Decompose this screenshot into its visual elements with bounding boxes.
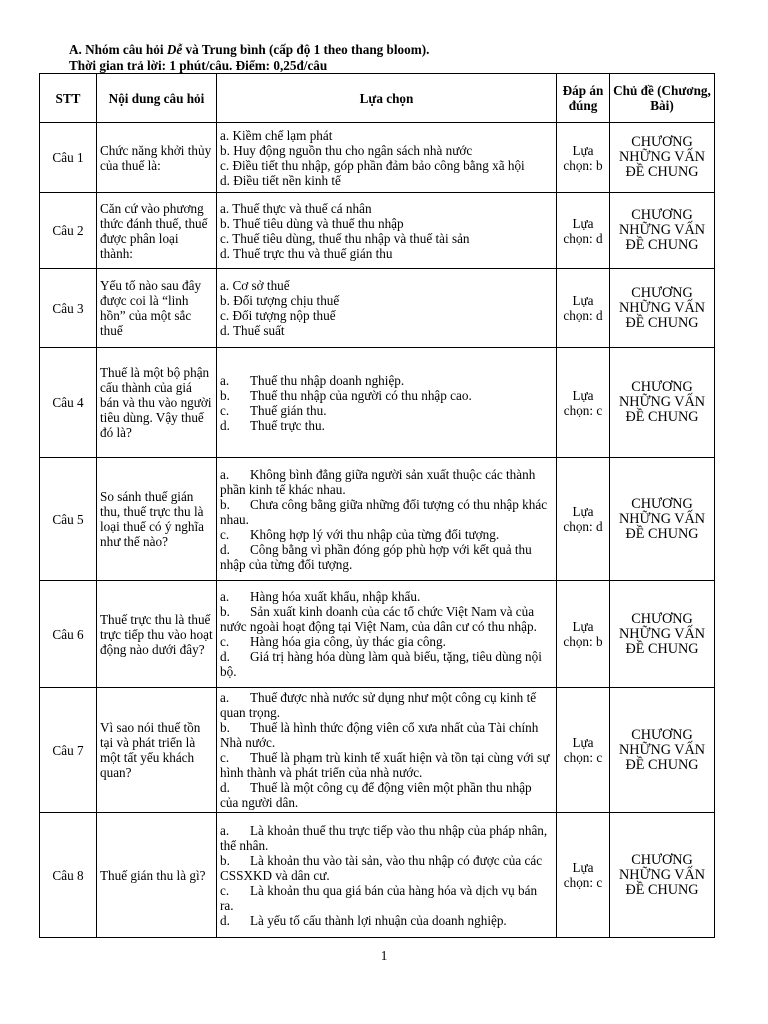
option-letter: d. (220, 912, 230, 928)
option-text: Là yếu tố cấu thành lợi nhuận của doanh nghiệp. (250, 912, 507, 928)
option-text: d. Thuế suất (220, 323, 285, 338)
option-text: Hàng hóa gia công, ủy thác gia công. (250, 634, 446, 649)
option-text: b. Đối tượng chịu thuế (220, 293, 340, 308)
option-item (220, 634, 553, 649)
option-item (220, 173, 553, 188)
col-header-options: Lựa chọn (217, 74, 557, 123)
question-number: Câu 6 (40, 581, 97, 688)
option-letter: b. (220, 604, 230, 619)
option-item (220, 467, 553, 497)
topic-chapter: CHƯƠNG NHỮNG VẤN ĐỀ CHUNG (610, 193, 715, 269)
option-item (220, 231, 553, 246)
topic-chapter: CHƯƠNG NHỮNG VẤN ĐỀ CHUNG (610, 269, 715, 348)
option-text: Thuế là một công cụ để động viên một phần thu nhập của người dân. (220, 780, 532, 810)
option-text: Thuế là hình thức động viên cổ xưa nhất của Tài chính Nhà nước. (220, 720, 539, 750)
options-cell (217, 813, 557, 938)
option-item (220, 527, 553, 542)
col-header-question: Nội dung câu hỏi (97, 74, 217, 123)
table-header-row (40, 74, 715, 123)
option-text: a. Kiềm chế lạm phát (220, 127, 333, 143)
correct-answer: Lựa chọn: d (557, 458, 610, 581)
option-item (220, 403, 553, 418)
correct-answer: Lựa chọn: b (557, 123, 610, 193)
question-text: Thuế là một bộ phận cấu thành của giá bán và thu vào người tiêu dùng. Vậy thuế đó là? (97, 348, 217, 458)
option-text: Là khoản thuế thu trực tiếp vào thu nhập của pháp nhân, thể nhân. (220, 822, 548, 853)
option-item (220, 308, 553, 323)
correct-answer: Lựa chọn: b (557, 581, 610, 688)
col-header-stt: STT (40, 74, 97, 123)
option-item (220, 201, 553, 216)
question-number: Câu 2 (40, 193, 97, 269)
question-table (39, 73, 715, 938)
option-letter: c. (220, 634, 230, 649)
section-heading (69, 42, 429, 58)
option-letter: b. (220, 720, 230, 735)
option-text: c. Đối tượng nộp thuế (220, 308, 336, 323)
option-item (220, 589, 553, 604)
document-header (69, 42, 429, 74)
options-cell (217, 269, 557, 348)
option-text: b. Thuế tiêu dùng và thuế thu nhập (220, 215, 404, 231)
option-text: Không bình đẳng giữa người sản xuất thuộc các thành phần kinh tế khác nhau. (220, 466, 536, 497)
option-text: Thuế trực thu. (250, 417, 325, 433)
question-text: Thuế trực thu là thuế trực tiếp thu vào hoạt động nào dưới đây? (97, 581, 217, 688)
correct-answer: Lựa chọn: d (557, 193, 610, 269)
table-row (40, 193, 715, 269)
question-number: Câu 3 (40, 269, 97, 348)
heading-emphasis: Dễ (166, 42, 183, 57)
option-item (220, 780, 553, 810)
option-text: Thuế thu nhập của người có thu nhập cao. (250, 387, 472, 403)
question-text: Chức năng khởi thủy của thuế là: (97, 123, 217, 193)
option-letter: d. (220, 417, 230, 433)
option-text: Công bằng vì phần đóng góp phù hợp với kết quả thu nhập của từng đối tượng. (220, 541, 532, 572)
option-item (220, 604, 553, 634)
option-text: d. Thuế trực thu và thuế gián thu (220, 245, 393, 261)
option-item (220, 216, 553, 231)
option-item (220, 128, 553, 143)
correct-answer: Lựa chọn: c (557, 688, 610, 813)
option-item (220, 750, 553, 780)
question-number: Câu 5 (40, 458, 97, 581)
table-row (40, 688, 715, 813)
option-item (220, 278, 553, 293)
topic-chapter: CHƯƠNG NHỮNG VẤN ĐỀ CHUNG (610, 458, 715, 581)
correct-answer: Lựa chọn: c (557, 348, 610, 458)
option-item (220, 293, 553, 308)
options-cell (217, 688, 557, 813)
option-item (220, 418, 553, 433)
option-letter: c. (220, 526, 230, 542)
question-text: Căn cứ vào phương thức đánh thuế, thuế được phân loại thành: (97, 193, 217, 269)
option-text: Thuế được nhà nước sử dụng như một công cụ kinh tế quan trọng. (220, 690, 537, 720)
topic-chapter: CHƯƠNG NHỮNG VẤN ĐỀ CHUNG (610, 123, 715, 193)
option-letter: a. (220, 690, 230, 705)
option-text: Là khoản thu vào tài sản, vào thu nhập có được của các CSSXKD và dân cư. (220, 852, 543, 883)
option-text: Thuế thu nhập doanh nghiệp. (250, 372, 405, 388)
question-text: Yếu tố nào sau đây được coi là “linh hồn” của một sắc thuế (97, 269, 217, 348)
heading-suffix: và Trung bình (cấp độ 1 theo thang bloom). (182, 42, 430, 57)
option-letter: a. (220, 822, 230, 838)
question-number: Câu 7 (40, 688, 97, 813)
topic-chapter: CHƯƠNG NHỮNG VẤN ĐỀ CHUNG (610, 581, 715, 688)
option-item (220, 649, 553, 679)
correct-answer: Lựa chọn: d (557, 269, 610, 348)
options-cell (217, 123, 557, 193)
option-item (220, 373, 553, 388)
options-cell (217, 193, 557, 269)
option-letter: c. (220, 750, 230, 765)
question-text: Thuế gián thu là gì? (97, 813, 217, 938)
option-item (220, 323, 553, 338)
option-text: Thuế là phạm trù kinh tế xuất hiện và tồn tại cùng với sự hình thành và phát triển của nhà nước. (220, 750, 550, 780)
option-item (220, 853, 553, 883)
table-row (40, 269, 715, 348)
col-header-topic: Chủ đề (Chương, Bài) (610, 74, 715, 123)
options-cell (217, 348, 557, 458)
table-row (40, 458, 715, 581)
option-item (220, 913, 553, 928)
table-row (40, 813, 715, 938)
options-cell (217, 458, 557, 581)
option-item (220, 158, 553, 173)
option-item (220, 823, 553, 853)
option-text: Giá trị hàng hóa dùng làm quà biếu, tặng, tiêu dùng nội bộ. (220, 649, 542, 679)
option-text: d. Điều tiết nền kinh tế (220, 172, 341, 188)
option-letter: c. (220, 882, 230, 898)
option-letter: b. (220, 387, 230, 403)
option-item (220, 883, 553, 913)
correct-answer: Lựa chọn: c (557, 813, 610, 938)
option-item (220, 388, 553, 403)
question-text: Vì sao nói thuế tồn tại và phát triển là một tất yếu khách quan? (97, 688, 217, 813)
heading-prefix: A. Nhóm câu hỏi (69, 42, 167, 57)
option-text: a. Cơ sở thuế (220, 278, 290, 293)
option-letter: c. (220, 402, 230, 418)
option-item (220, 690, 553, 720)
option-text: Là khoản thu qua giá bán của hàng hóa và dịch vụ bán ra. (220, 882, 538, 913)
question-number: Câu 8 (40, 813, 97, 938)
option-letter: d. (220, 541, 230, 557)
option-text: Sản xuất kinh doanh của các tổ chức Việt Nam và của nước ngoài hoạt động tại Việt Nam, của dân cư có thu nhập. (220, 604, 537, 634)
option-letter: a. (220, 372, 230, 388)
time-and-score-line: Thời gian trả lời: 1 phút/câu. Điểm: 0,25đ/câu (69, 58, 328, 73)
option-text: Chưa công bằng giữa những đối tượng có thu nhập khác nhau. (220, 496, 548, 527)
option-text: Không hợp lý với thu nhập của từng đối tượng. (250, 526, 500, 542)
option-text: a. Thuế thực và thuế cá nhân (220, 200, 372, 216)
option-text: Hàng hóa xuất khẩu, nhập khẩu. (250, 589, 421, 604)
question-number: Câu 4 (40, 348, 97, 458)
col-header-answer: Đáp án đúng (557, 74, 610, 123)
question-number: Câu 1 (40, 123, 97, 193)
topic-chapter: CHƯƠNG NHỮNG VẤN ĐỀ CHUNG (610, 688, 715, 813)
option-item (220, 143, 553, 158)
option-letter: a. (220, 466, 230, 482)
topic-chapter: CHƯƠNG NHỮNG VẤN ĐỀ CHUNG (610, 813, 715, 938)
option-text: Thuế gián thu. (250, 402, 327, 418)
option-letter: d. (220, 780, 230, 795)
option-item (220, 542, 553, 572)
option-letter: b. (220, 852, 230, 868)
table-row (40, 348, 715, 458)
option-letter: b. (220, 496, 230, 512)
option-letter: d. (220, 649, 230, 664)
question-text: So sánh thuế gián thu, thuế trực thu là loại thuế có ý nghĩa như thế nào? (97, 458, 217, 581)
option-item (220, 497, 553, 527)
option-text: b. Huy động nguồn thu cho ngân sách nhà nước (220, 142, 473, 158)
option-text: c. Thuế tiêu dùng, thuế thu nhập và thuế tài sản (220, 230, 470, 246)
options-cell (217, 581, 557, 688)
table-row (40, 123, 715, 193)
option-item (220, 720, 553, 750)
page-number: 1 (380, 948, 388, 963)
option-letter: a. (220, 589, 230, 604)
option-text: c. Điều tiết thu nhập, góp phần đảm bảo công bằng xã hội (220, 157, 525, 173)
option-item (220, 246, 553, 261)
topic-chapter: CHƯƠNG NHỮNG VẤN ĐỀ CHUNG (610, 348, 715, 458)
table-row (40, 581, 715, 688)
